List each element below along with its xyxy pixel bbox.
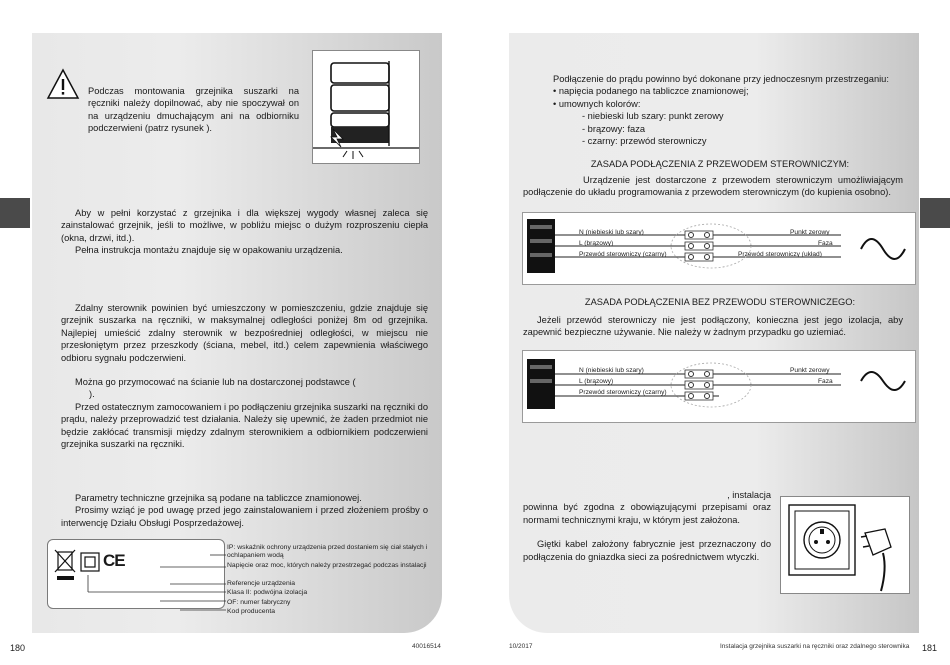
diag2-label-neutral-point: Punkt zerowy [790, 367, 830, 374]
ce-mark: CE [103, 551, 125, 570]
diag2-label-phase: Faza [818, 378, 833, 385]
plate-label-producer: Kod producenta [227, 608, 275, 615]
installation-rules-text: , instalacja powinna być zgodna z obowiązującymi przepisami oraz normami technicznymi kraju, w którym jest założona. Giętki kabel założony fabrycznie jest przeznaczony do podłączenia do gniazdka sieci za pośrednictwem wtyczki. [523, 490, 771, 562]
socket-figure [780, 496, 910, 594]
plate-label-class2: Klasa II: podwójna izolacja [227, 589, 308, 596]
warning-text: Podczas montowania grzejnika suszarki na ręczniki należy dopilnować, aby nie spoczywał on na urządzeniu dmuchającym ani na odbiorniku podczerwieni (patrz rysunek ). [88, 86, 299, 134]
doc-code: 40016514 [412, 643, 441, 650]
text-with-pilot-wire: Urządzenie jest dostarczone z przewodem sterowniczym umożliwiającym podłączenie do układu programowania z przewodem sterowniczym (do kupienia osobno). [523, 175, 903, 198]
diag1-label-phase: Faza [818, 240, 833, 247]
right-section-tab [920, 198, 950, 228]
diag2-label-pilot: Przewód sterowniczy (czarny) [579, 389, 667, 396]
document-date: 10/2017 [509, 643, 533, 650]
heading-with-pilot-wire: ZASADA PODŁĄCZENIA Z PRZEWODEM STEROWNICZYM: [590, 159, 850, 169]
technical-params-paragraph: Parametry techniczne grzejnika są podane na tabliczce znamionowej. Prosimy wziąć je pod uwagę przed jego zainstalowaniem i przed złożeniem prośby o interwencję Działu Obsługi Posprzedażowej. [61, 493, 428, 528]
plate-label-of: OF: numer fabryczny [227, 599, 291, 606]
diag1-label-neutral-point: Punkt zerowy [790, 229, 830, 236]
footer-title: Instalacja grzejnika suszarki na ręczniki oraz zdalnego sterownika [720, 643, 910, 650]
plate-label-ip: IP: wskaźnik ochrony urządzenia przed dostaniem się ciał stałych i ochlapaniem wodą [227, 544, 428, 560]
page-number-right: 181 [922, 643, 938, 653]
wiring-diagram-without-pilot [522, 350, 916, 423]
text-without-pilot-wire: Jeżeli przewód sterowniczy nie jest podłączony, konieczna jest jego izolacja, aby zapewnić bezpieczne używanie. Nie należy w żadnym przypadku go uziemiać. [523, 315, 903, 338]
installation-paragraph: Aby w pełni korzystać z grzejnika i dla większej wygody własnej zaleca się zainstalować grzejnik, jeśli to możliwe, w pobliżu miejsc o dużym rozproszeniu ciepła (okna, drzwi, itd.). Pełna instrukcja montażu znajduje się w opakowaniu urządzenia. [61, 208, 428, 256]
plate-label-reference: Referencje urządzenia [227, 580, 296, 587]
installation-figure [312, 50, 420, 164]
rating-plate-leader-lines [60, 545, 230, 617]
diag1-label-l: L (brązowy) [579, 240, 614, 247]
diag1-label-n: N (niebieski lub szary) [579, 229, 644, 236]
diag2-label-n: N (niebieski lub szary) [579, 367, 644, 374]
plate-label-voltage: Napięcie oraz moc, których należy przestrzegać podczas instalacji [227, 562, 427, 569]
diag2-label-l: L (brązowy) [579, 378, 614, 385]
remote-control-paragraph: Zdalny sterownik powinien być umieszczony w pomieszczeniu, gdzie znajduje się grzejnik suszarka na ręczniki, w maksymalnej odległości poniżej 8m od grzejnika. Najlepiej umieścić zdalny sterownik w bezpośredniej odległości, w miejscu nie przesłoniętym przez przeszkody (ściana, mebel, itd.) celem zapewnienia właściwego odbioru sygnału podczerwieni. Można go przymocować na ścianie lub na dostarczonej podstawce ( ). Przed ostatecznym zamocowaniem i po podłączeniu grzejnika suszarki na ręczniki do prądu, należy przeprowadzić test działania. Należy się upewnić, że żaden przedmiot nie będzie zakłócać transmisji między zdalnym sterownikiem a odbiornikiem podczerwieni grzejnika suszarki na ręczniki. [61, 303, 428, 450]
page-number-left: 180 [10, 643, 26, 653]
diag1-label-pilot: Przewód sterowniczy (czarny) [579, 251, 667, 258]
diag1-label-pilot-system: Przewód sterowniczy (układ) [738, 251, 822, 258]
left-section-tab [0, 198, 30, 228]
warning-icon [46, 68, 80, 100]
heading-without-pilot-wire: ZASADA PODŁĄCZENIA BEZ PRZEWODU STEROWNICZEGO: [584, 297, 856, 307]
power-connection-text: Podłączenie do prądu powinno być dokonane przy jednoczesnym przestrzeganiu: • napięcia podanego na tabliczce znamionowej; • umownych kolorów: - niebieski lub szary: punkt zerowy - brązowy: faza - czarny: przewód sterowniczy [553, 74, 889, 147]
wiring-diagram-with-pilot [522, 212, 916, 285]
